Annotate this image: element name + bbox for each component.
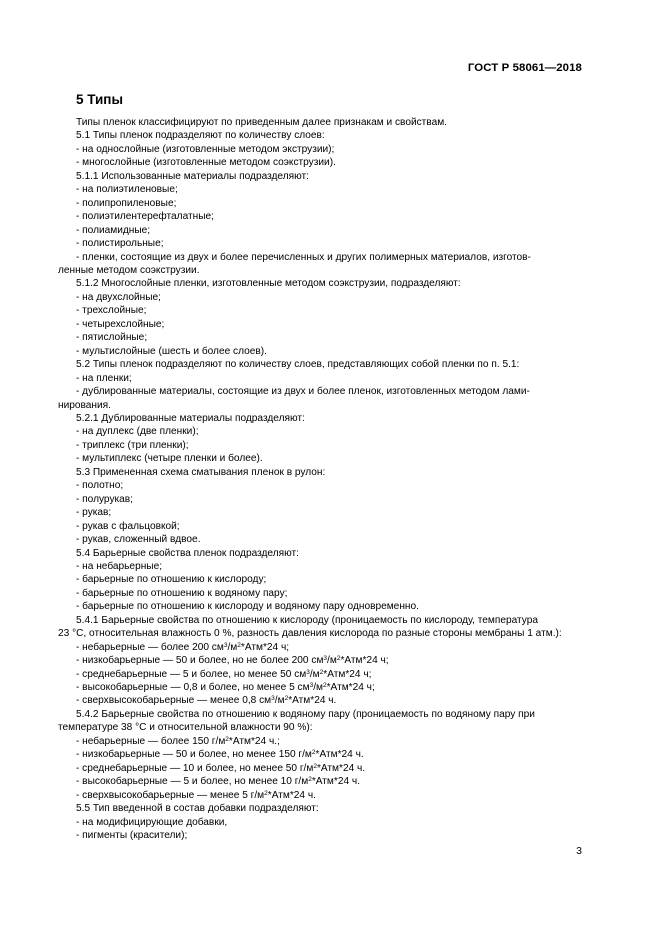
list-item <box>58 668 583 681</box>
list-item: - барьерные по отношению к кислороду; <box>76 574 267 586</box>
list-item: - на пленки; <box>76 372 132 384</box>
clause-5-1-2: 5.1.2 Многослойные пленки, изготовленные методом соэкструзии, подразделяют: <box>76 278 461 290</box>
clause-5-5: 5.5 Тип введенной в состав добавки подразделяют: <box>76 803 319 815</box>
document-header-standard-number: ГОСТ Р 58061—2018 <box>467 62 582 74</box>
list-item: - многослойные (изготовленные методом соэкструзии). <box>76 157 336 169</box>
list-item: - полистирольные; <box>76 238 164 250</box>
item-text: - низкобарьерные — 50 и более, но не более 200 см <box>76 655 324 667</box>
superscript: 2 <box>311 749 316 757</box>
superscript: 2 <box>336 655 341 663</box>
list-item: - рукав, сложенный вдвое. <box>76 534 201 546</box>
item-text: - небарьерные — более 150 г/м <box>76 735 226 747</box>
item-text: /м <box>227 641 238 653</box>
superscript: 2 <box>237 641 241 649</box>
list-item: - на двухслойные; <box>76 291 161 303</box>
list-item: - дублированные материалы, состоящие из двух и более пленок, изготовленных методом лами- <box>76 386 530 398</box>
item-text: *Атм*24 ч; <box>323 668 372 680</box>
page-number: 3 <box>576 845 582 857</box>
list-item: - полурукав; <box>76 493 133 505</box>
item-text: *Атм*24 ч; <box>326 682 375 694</box>
list-item: - пигменты (красители); <box>76 830 188 842</box>
list-item: - рукав; <box>76 507 112 519</box>
item-text: *Атм*24 ч. <box>288 695 337 707</box>
item-text: *Атм*24 ч. <box>316 762 366 774</box>
list-item <box>58 789 583 802</box>
list-item: - рукав с фальцовкой; <box>76 520 180 532</box>
list-item <box>58 654 583 667</box>
clause-5-4-2: 5.4.2 Барьерные свойства по отношению к водяному пару (проницаемость по водяному пару при <box>76 708 535 720</box>
superscript: 3 <box>223 641 228 649</box>
superscript: 2 <box>319 668 324 676</box>
item-text: - высокобарьерные — 5 и более, но менее 10 г/м <box>76 776 309 788</box>
superscript: 2 <box>225 735 229 743</box>
item-text: - низкобарьерные — 50 и более, но менее 150 г/м <box>76 749 312 761</box>
list-item: - барьерные по отношению к водяному пару; <box>76 587 288 599</box>
list-item: - триплекс (три пленки); <box>76 439 189 451</box>
list-item: - барьерные по отношению к кислороду и водяному пару одновременно. <box>76 601 419 613</box>
superscript: 2 <box>284 695 289 703</box>
clause-continuation: температуре 38 °С и относительной влажности 90 %): <box>58 722 313 734</box>
list-item <box>58 762 583 775</box>
superscript: 3 <box>271 695 275 703</box>
item-text: /м <box>313 682 323 694</box>
clause-5-2-1: 5.2.1 Дублированные материалы подразделяют: <box>76 412 305 424</box>
item-text: /м <box>309 668 320 680</box>
item-text: *Атм*24 ч; <box>240 641 290 653</box>
superscript: 2 <box>264 789 268 797</box>
list-item: - полиамидные; <box>76 224 151 236</box>
superscript: 2 <box>308 776 312 784</box>
list-item: - на однослойные (изготовленные методом экструзии); <box>76 143 335 155</box>
list-item: - четырехслойные; <box>76 318 165 330</box>
item-text: *Атм*24 ч.; <box>228 735 280 747</box>
item-text: - небарьерные — более 200 см <box>76 641 224 653</box>
item-text: - сверхвысокобарьерные — менее 5 г/м <box>76 789 265 801</box>
item-text: - высокобарьерные — 0,8 и более, но менее 5 см <box>76 682 310 694</box>
list-item: - пятислойные; <box>76 332 148 344</box>
list-item: - мультиплекс (четыре пленки и более). <box>76 453 263 465</box>
item-text: - среднебарьерные — 5 и более, но менее 50 см <box>76 668 307 680</box>
section-title: 5 Типы <box>76 92 123 107</box>
clause-5-2: 5.2 Типы пленок подразделяют по количеству слоев, представляющих собой пленки по п. 5.1: <box>76 359 520 371</box>
list-item: - полипропиленовые; <box>76 197 177 209</box>
list-item <box>58 681 583 694</box>
list-item <box>58 694 583 707</box>
clause-5-3: 5.3 Примененная схема сматывания пленок в рулон: <box>76 466 326 478</box>
superscript: 3 <box>306 668 310 676</box>
item-text: - среднебарьерные — 10 и более, но менее 50 г/м <box>76 762 314 774</box>
list-item: - на полиэтиленовые; <box>76 184 178 196</box>
item-text: *Атм*24 ч. <box>315 749 364 761</box>
list-item <box>58 748 583 761</box>
list-item: - на дуплекс (две пленки); <box>76 426 199 438</box>
item-text: *Атм*24 ч; <box>340 655 389 667</box>
list-item: - трехслойные; <box>76 305 147 317</box>
clause-5-1: 5.1 Типы пленок подразделяют по количеству слоев: <box>76 130 325 142</box>
superscript: 3 <box>323 655 328 663</box>
clause-5-1-1: 5.1.1 Использованные материалы подразделяют: <box>76 170 309 182</box>
list-item-continuation: ленные методом соэкструзии. <box>58 264 200 276</box>
list-item <box>58 641 583 654</box>
section-body <box>58 116 583 842</box>
list-item-continuation: нирования. <box>58 399 111 411</box>
list-item: - пленки, состоящие из двух и более перечисленных и других полимерных материалов, изготов- <box>76 251 531 263</box>
item-text: /м <box>327 655 337 667</box>
clause-5-4-1: 5.4.1 Барьерные свойства по отношению к кислороду (проницаемость по кислороду, температура <box>76 614 538 626</box>
superscript: 2 <box>313 762 317 770</box>
list-item: - на модифицирующие добавки, <box>76 816 228 828</box>
superscript: 3 <box>309 682 314 690</box>
item-text: *Атм*24 ч. <box>311 776 361 788</box>
paragraph-intro: Типы пленок классифицируют по приведенным далее признакам и свойствам. <box>76 117 447 128</box>
list-item: - мультислойные (шесть и более слоев). <box>76 345 267 357</box>
item-text: /м <box>274 695 285 707</box>
item-text: *Атм*24 ч. <box>267 789 316 801</box>
list-item: - полиэтилентерефталатные; <box>76 211 214 223</box>
list-item: - на небарьерные; <box>76 560 163 572</box>
item-text: - сверхвысокобарьерные — менее 0,8 см <box>76 695 272 707</box>
clause-continuation: 23 °С, относительная влажность 0 %, разность давления кислорода по разные стороны мембраны 1 атм.): <box>58 628 562 640</box>
list-item: - полотно; <box>76 480 124 492</box>
list-item <box>58 775 583 788</box>
clause-5-4: 5.4 Барьерные свойства пленок подразделяют: <box>76 547 299 559</box>
superscript: 2 <box>322 682 327 690</box>
list-item <box>58 735 583 748</box>
